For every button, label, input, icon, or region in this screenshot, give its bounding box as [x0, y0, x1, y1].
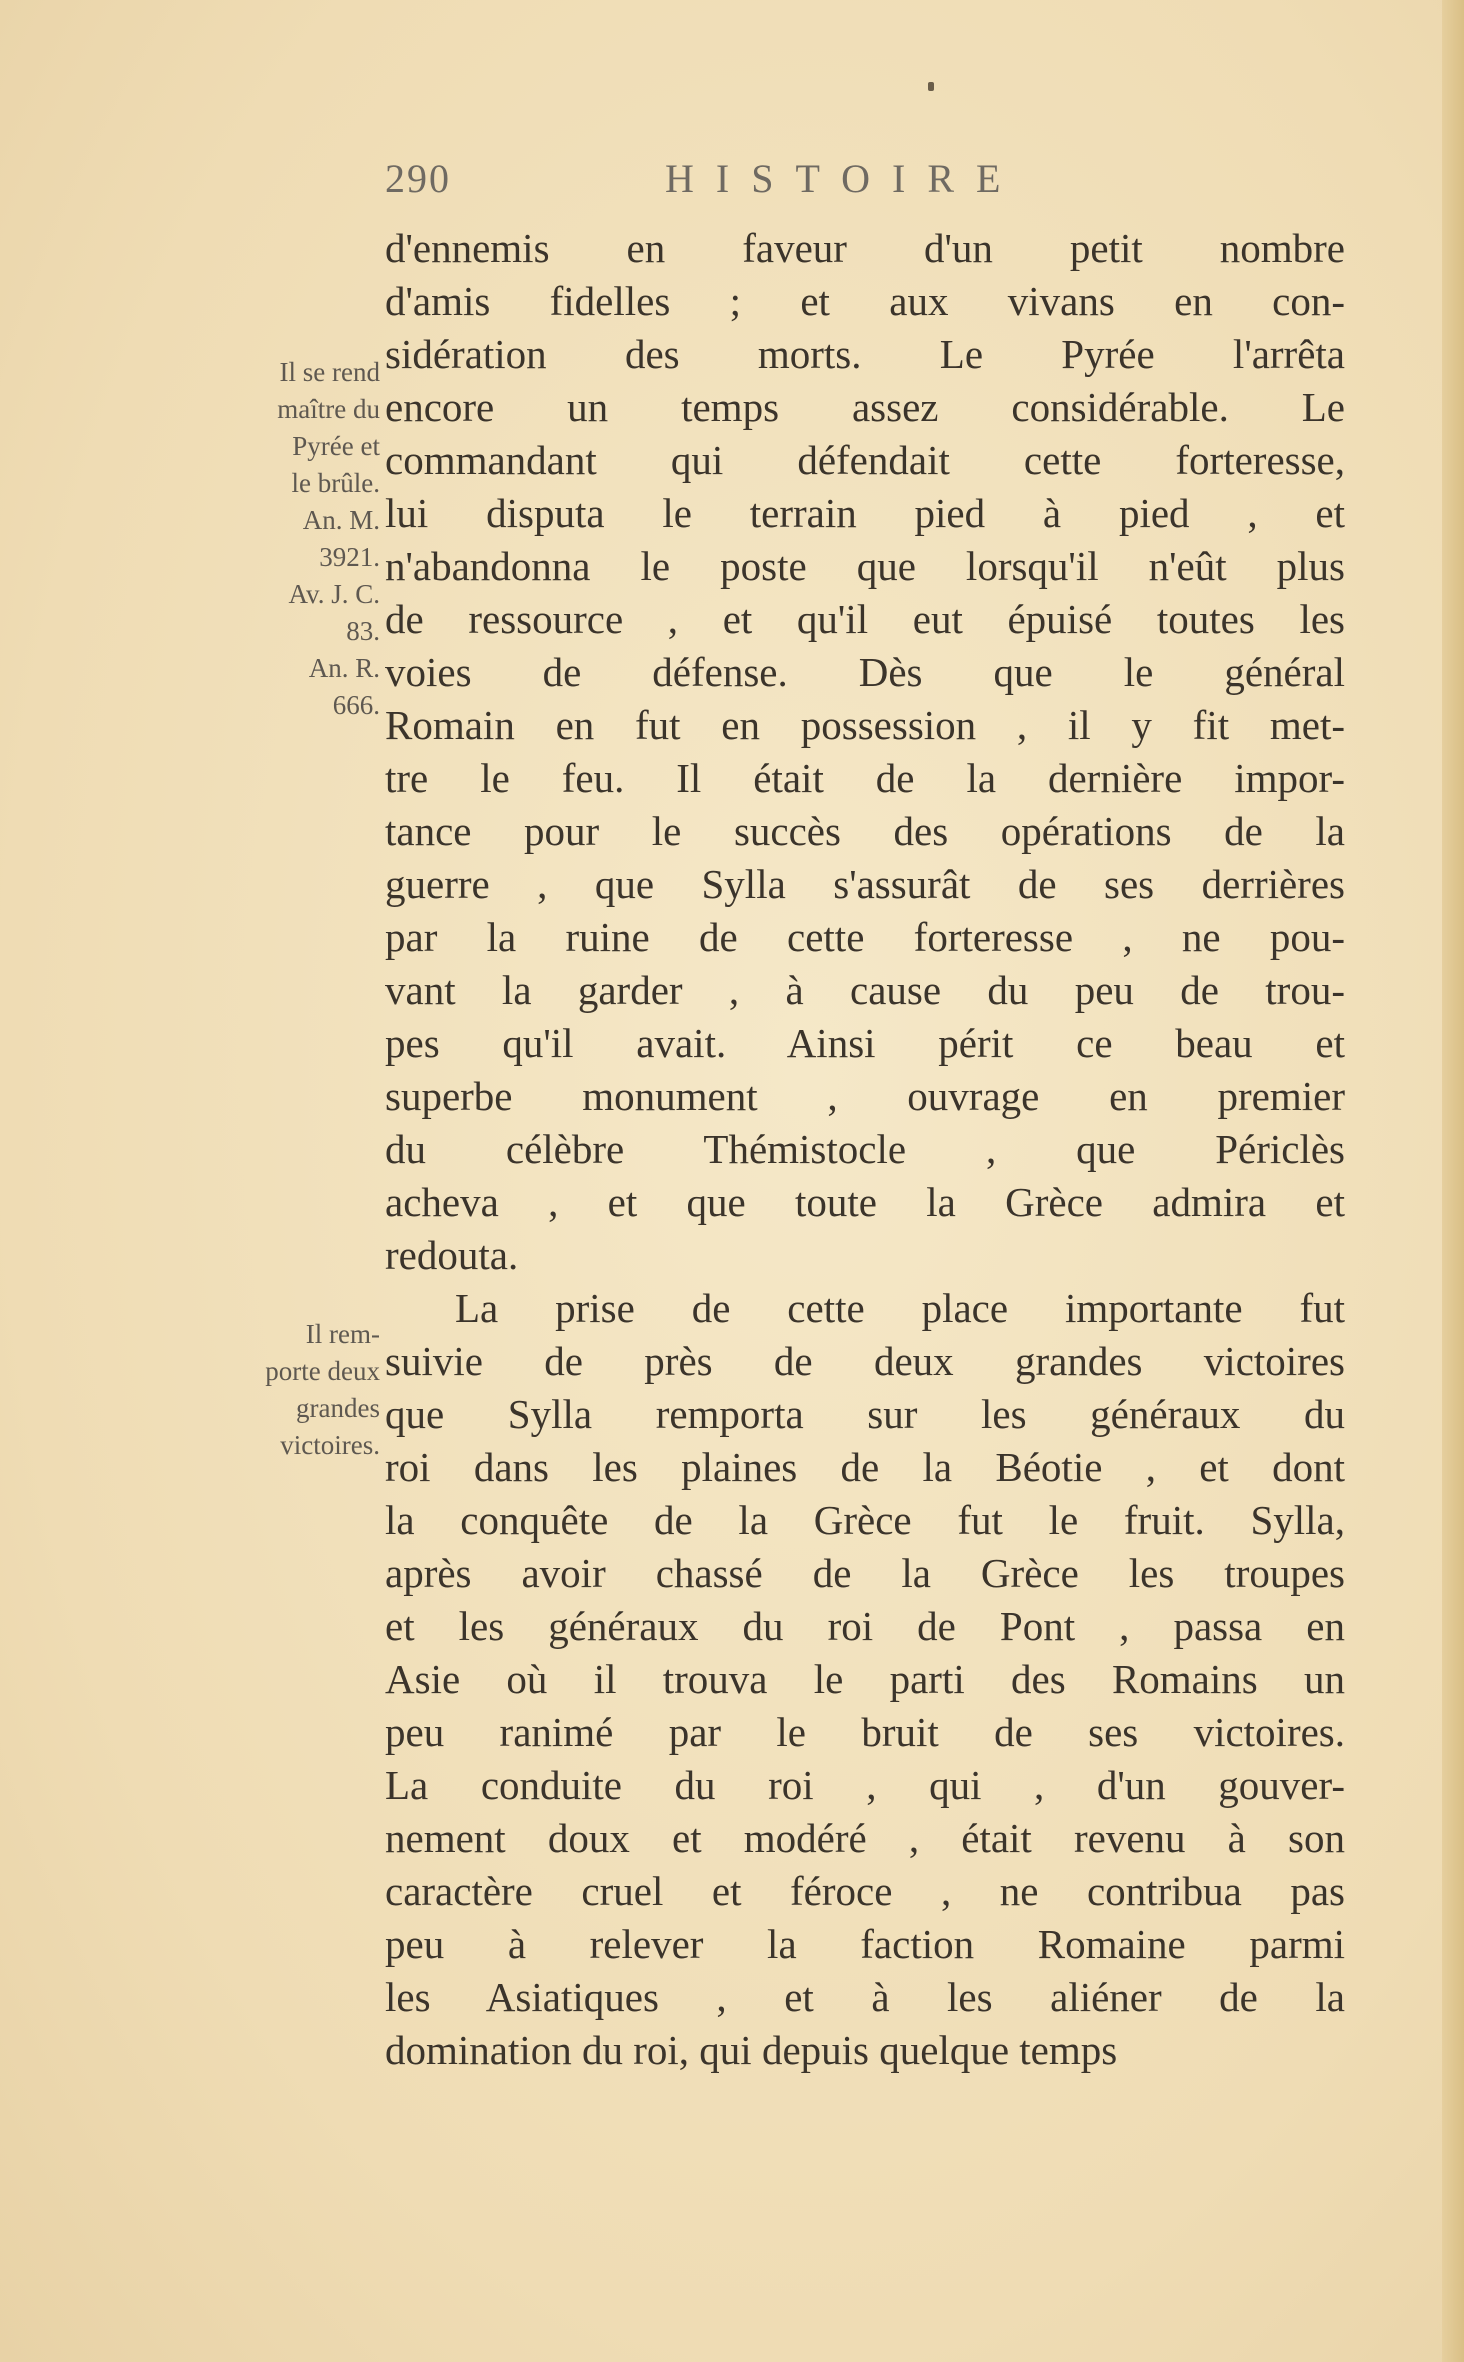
- margin-note-line: An. R.: [308, 653, 380, 683]
- text-line: redouta.: [385, 1232, 519, 1278]
- text-line: sidération des morts. Le Pyrée l'arrêta: [385, 331, 1345, 377]
- text-line: encore un temps assez considérable. Le: [385, 384, 1345, 430]
- margin-note-line: 83.: [346, 616, 380, 646]
- text-line: guerre , que Sylla s'assurât de ses derrières: [385, 861, 1345, 907]
- page-edge: [1442, 0, 1464, 2362]
- text-line: commandant qui défendait cette forteresse,: [385, 437, 1345, 483]
- margin-note-line: An. M.: [302, 505, 380, 535]
- text-line: La prise de cette place importante fut: [455, 1285, 1345, 1331]
- margin-note-line: Il rem-: [305, 1319, 380, 1349]
- text-line: lui disputa le terrain pied à pied , et: [385, 490, 1345, 536]
- text-line: Romain en fut en possession , il y fit met-: [385, 702, 1345, 748]
- text-line: peu ranimé par le bruit de ses victoires.: [385, 1709, 1345, 1755]
- text-line: d'amis fidelles ; et aux vivans en con-: [385, 278, 1345, 324]
- text-line: et les généraux du roi de Pont , passa en: [385, 1603, 1345, 1649]
- text-line: peu à relever la faction Romaine parmi: [385, 1921, 1345, 1967]
- text-line: tre le feu. Il était de la dernière impor-: [385, 755, 1345, 801]
- text-line: du célèbre Thémistocle , que Périclès: [385, 1126, 1345, 1172]
- body-text: [385, 222, 1345, 2077]
- margin-note-line: porte deux: [265, 1356, 380, 1386]
- running-head: HISTOIRE: [665, 156, 1023, 201]
- margin-note-line: Av. J. C.: [288, 579, 380, 609]
- page-number: 290: [385, 156, 451, 201]
- margin-note: [160, 1316, 380, 1464]
- margin-note: [160, 354, 380, 724]
- text-line: les Asiatiques , et à les aliéner de la: [385, 1974, 1345, 2020]
- margin-note-line: Pyrée et: [292, 431, 380, 461]
- margin-note-line: 3921.: [319, 542, 380, 572]
- text-line: voies de défense. Dès que le général: [385, 649, 1345, 695]
- text-line: d'ennemis en faveur d'un petit nombre: [385, 225, 1345, 271]
- text-line: domination du roi, qui depuis quelque temps: [385, 2027, 1118, 2073]
- text-line: vant la garder , à cause du peu de trou-: [385, 967, 1345, 1013]
- text-line: acheva , et que toute la Grèce admira et: [385, 1179, 1345, 1225]
- margin-note-line: victoires.: [280, 1430, 380, 1460]
- margin-note-line: grandes: [296, 1393, 380, 1423]
- text-line: que Sylla remporta sur les généraux du: [385, 1391, 1345, 1437]
- margin-note-line: le brûle.: [291, 468, 380, 498]
- text-line: suivie de près de deux grandes victoires: [385, 1338, 1345, 1384]
- text-line: pes qu'il avait. Ainsi périt ce beau et: [385, 1020, 1345, 1066]
- text-line: la conquête de la Grèce fut le fruit. Sylla,: [385, 1497, 1345, 1543]
- margin-note-line: Il se rend: [279, 357, 380, 387]
- text-line: nement doux et modéré , était revenu à son: [385, 1815, 1345, 1861]
- text-line: par la ruine de cette forteresse , ne pou-: [385, 914, 1345, 960]
- ink-speck: [928, 82, 934, 91]
- text-line: tance pour le succès des opérations de la: [385, 808, 1345, 854]
- text-line: Asie où il trouva le parti des Romains un: [385, 1656, 1345, 1702]
- page-header: [385, 155, 1105, 215]
- text-line: de ressource , et qu'il eut épuisé toutes les: [385, 596, 1345, 642]
- text-line: roi dans les plaines de la Béotie , et dont: [385, 1444, 1345, 1490]
- margin-note-line: maître du: [277, 394, 380, 424]
- margin-note-line: 666.: [332, 690, 380, 720]
- text-line: caractère cruel et féroce , ne contribua pas: [385, 1868, 1345, 1914]
- text-line: n'abandonna le poste que lorsqu'il n'eût plus: [385, 543, 1345, 589]
- text-line: La conduite du roi , qui , d'un gouver-: [385, 1762, 1345, 1808]
- text-line: après avoir chassé de la Grèce les troupes: [385, 1550, 1345, 1596]
- text-line: superbe monument , ouvrage en premier: [385, 1073, 1345, 1119]
